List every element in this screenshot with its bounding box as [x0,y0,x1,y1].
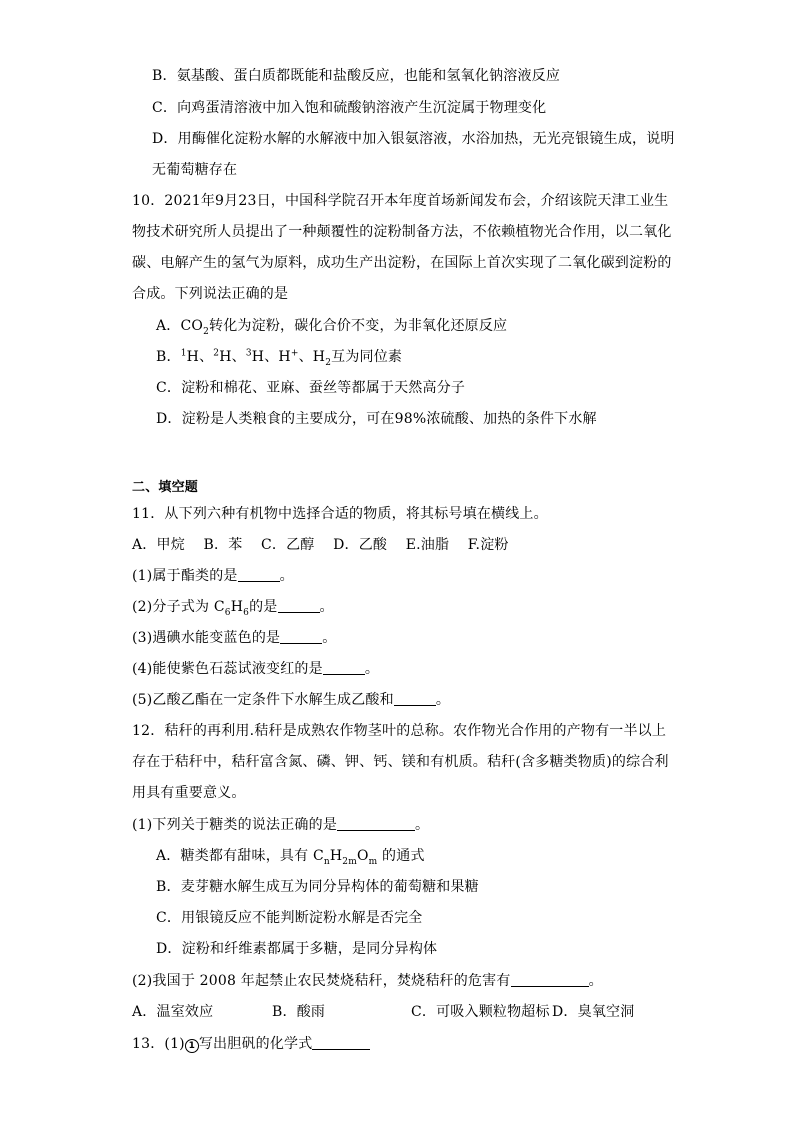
answer-blank[interactable] [238,567,280,582]
q11-part2-mid: H [230,599,244,615]
q9-option-d: D．用酶催化淀粉水解的水解液中加入银氨溶液，水浴加热，无光亮银镜生成，说明 [152,131,675,147]
q12-formula-sub-2m: 2m [342,856,357,867]
q10-option-d: D．淀粉是人类粮食的主要成分，可在98%浓硫酸、加热的条件下水解 [156,411,597,427]
period: 。 [319,599,334,615]
q11-part2-pre: (2)分子式为 C [132,599,225,615]
q11-part4-text: (4)能使紫色石蕊试液变红的是 [132,661,323,677]
hydrogen-symbol-1: H [186,349,200,365]
answer-blank[interactable] [323,660,365,675]
q12-stem-line1: 12．秸秆的再利用.秸秆是成熟农作物茎叶的总称。农作物光合作用的产物有一半以上 [132,723,667,739]
q10-stem-line1: 10．2021年9月23日，中国科学院召开本年度首场新闻发布会，介绍该院天津工业生 [132,193,669,209]
q12-option-a-post: 的通式 [377,848,425,864]
separator-4: 、 [298,349,313,365]
q12-option-a-pre: A．糖类都有甜味，具有 C [156,848,324,864]
q10-option-b-post: 互为同位素 [331,349,403,365]
q12-part2-option-b: B．酸雨 [272,1004,326,1020]
q10-stem-line3: 碳、电解产生的氢气为原料，成功生产出淀粉，在国际上首次实现了二氧化碳到淀粉的 [132,255,672,271]
hydrogen-ion-charge: + [290,348,299,359]
period: 。 [279,568,294,584]
q11-part2 [132,597,334,617]
q12-stem-line3: 用具有重要意义。 [132,785,246,801]
q11-part2-sub2: 6 [243,607,250,618]
q12-formula-sub-m: m [368,856,378,867]
period: 。 [588,973,603,989]
answer-blank[interactable] [337,816,415,831]
answer-blank[interactable] [394,691,436,706]
q10-stem-line4: 合成。下列说法正确的是 [132,286,289,302]
answer-blank[interactable] [280,629,322,644]
separator-3: 、 [264,349,279,365]
separator-1: 、 [199,349,214,365]
hydrogen-molecule-symbol: H [312,349,326,365]
isotope-mass-3: 3 [245,348,252,359]
period: 。 [322,630,337,646]
q10-option-c: C．淀粉和棉花、亚麻、蚕丝等都属于天然高分子 [156,380,466,396]
q9-option-c: C．向鸡蛋清溶液中加入饱和硫酸钠溶液产生沉淀属于物理变化 [152,100,547,116]
hydrogen-symbol-2: H [219,349,232,365]
period: 。 [364,661,380,677]
section-heading: 二、填空题 [132,480,199,495]
q11-part3-text: (3)遇碘水能变蓝色的是 [132,630,281,646]
period: 。 [435,692,451,708]
q12-option-b: B．麦芽糖水解生成互为同分异构体的葡萄糖和果糖 [156,879,479,895]
q12-stem-line2: 存在于秸秆中，秸秆富含氮、磷、钾、钙、镁和有机质。秸秆(含多糖类物质)的综合利 [132,754,669,770]
q13-part1 [132,1034,370,1054]
hydrogen-ion-symbol: H [278,349,291,365]
q12-option-c: C．用银镜反应不能判断淀粉水解是否完全 [156,910,423,926]
q10-option-a-pre: A．CO [156,318,204,334]
q12-part2 [132,971,603,991]
q13-text: 写出胆矾的化学式 [198,1036,313,1052]
q12-part2-option-c: C．可吸入颗粒物超标 [411,1004,550,1020]
q12-formula-sub-n: n [323,856,330,867]
q12-part1 [132,815,429,835]
q12-part2-option-d: D．臭氧空洞 [552,1004,635,1020]
q12-formula-h: H [329,848,343,864]
q10-option-a [156,316,507,336]
q11-part4 [132,659,379,679]
q10-option-a-sub: 2 [203,326,210,337]
q12-formula-o: O [356,848,369,864]
hydrogen-symbol-3: H [251,349,265,365]
q11-part1-text: (1)属于酯类的是 [132,568,238,584]
period: 。 [415,817,430,833]
separator-2: 、 [231,349,246,365]
hydrogen-molecule-sub: 2 [325,357,332,368]
q11-stem: 11．从下列六种有机物中选择合适的物质，将其标号填在横线上。 [132,506,548,522]
q11-options: A．甲烷 B．苯 C．乙醇 D．乙酸 E.油脂 F.淀粉 [132,537,509,553]
answer-blank[interactable] [278,598,320,613]
q12-part1-text: (1)下列关于糖类的说法正确的是 [132,817,338,833]
answer-blank[interactable] [511,972,589,987]
q9-option-d-cont: 无葡萄糖存在 [152,162,238,178]
q13-prefix: 13．(1) [132,1036,185,1052]
isotope-mass-2: 2 [213,348,220,359]
q11-part1 [132,566,294,586]
answer-blank[interactable] [312,1035,370,1050]
q12-option-a [156,846,425,866]
q10-option-a-post: 转化为淀粉，碳化合价不变，为非氧化还原反应 [209,318,508,334]
q11-part5 [132,690,450,710]
q12-option-d: D．淀粉和纤维素都属于多糖，是同分异构体 [156,941,438,957]
q10-option-b [156,347,402,367]
q10-stem-line2: 物技术研究所人员提出了一种颠覆性的淀粉制备方法，不依赖植物光合作用，以二氧化 [132,224,672,240]
q11-part3 [132,628,336,648]
q9-option-b: B．氨基酸、蛋白质都既能和盐酸反应，也能和氢氧化钠溶液反应 [152,68,561,84]
q11-part2-sub1: 6 [224,607,231,618]
q11-part5-text: (5)乙酸乙酯在一定条件下水解生成乙酸和 [132,692,394,708]
q12-part2-option-a: A．温室效应 [132,1004,214,1020]
q11-part2-post: 的是 [249,599,278,615]
circled-number-icon: 1 [185,1039,199,1053]
q10-option-b-label: B． [156,349,181,365]
q12-part2-text: (2)我国于 2008 年起禁止农民焚烧秸秆，焚烧秸秆的危害有 [132,973,511,989]
isotope-mass-1: 1 [180,348,187,359]
